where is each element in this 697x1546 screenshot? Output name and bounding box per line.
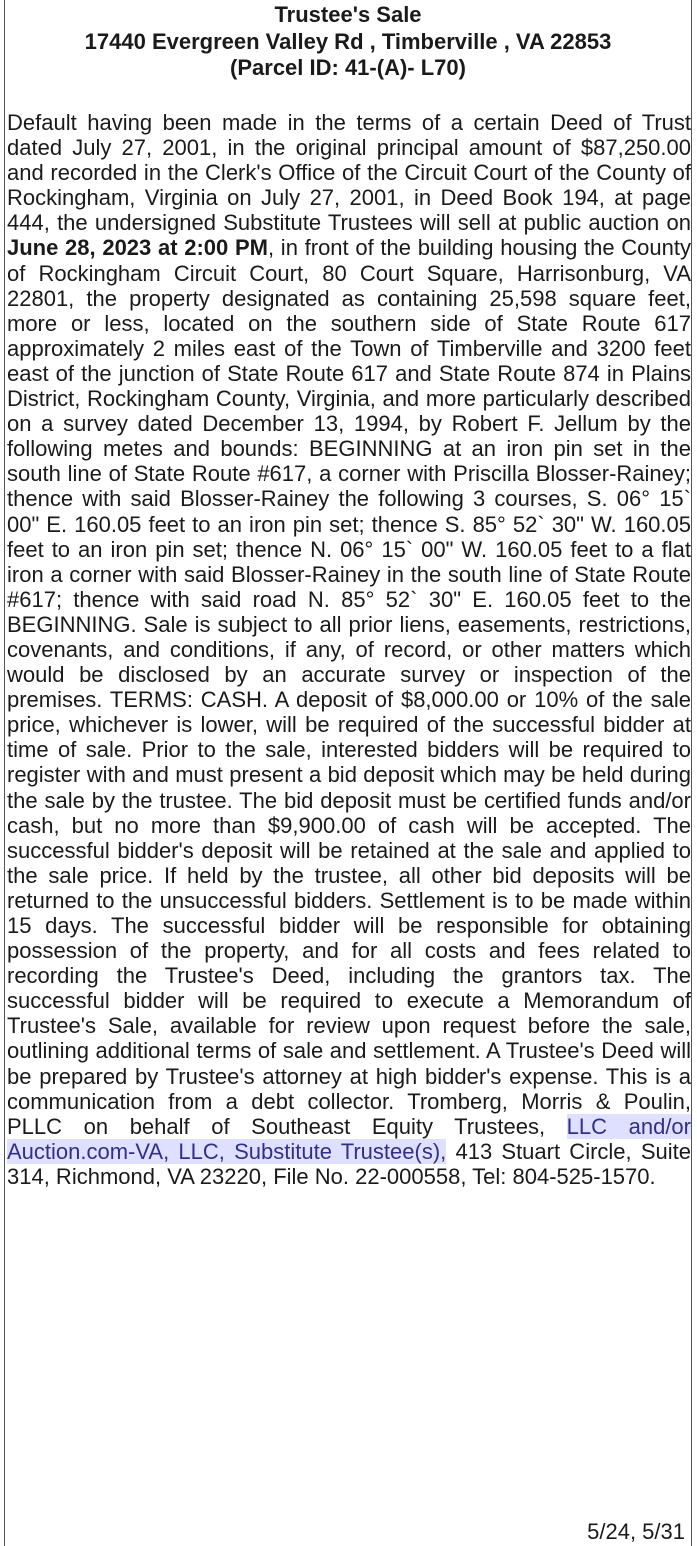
highlighted-text[interactable]: LLC and/or Auction.com-VA, LLC, Substitute Trustee(s), bbox=[7, 1113, 691, 1164]
body-text-part-2: , in front of the building housing the County of Rockingham Circuit Court, 80 Court Square, Harrisonburg, VA 22801, the property designated as containing 25,598 square feet, more or less, located on the southern side of State Route 617 approximately 2 miles east of the Town of Timberville and 3200 feet east of the junction of State Route 617 and State Route 874 in Plains District, Rockingham County, Virginia, and more particularly described on a survey dated December 13, 1994, by Robert F. Jellum by the following metes and bounds: BEGINNING at an iron pin set in the south line of State Route #617, a corner with Priscilla Blosser-Rainey; thence with said Blosser-Rainey the following 3 courses, S. 06° 15` 00" E. 160.05 feet to an iron pin set; thence S. 85° 52` 30" W. 160.05 feet to an iron pin set; thence N. 06° 15` 00" W. 160.05 feet to a flat iron a corner with said Blosser-Rainey in the south line of State Route #617; thence with said road N. 85° 52` 30" E. 160.05 feet to the BEGINNING. Sale is subject to all prior liens, easements, restrictions, covenants, and conditions, if any, of record, or other matters which would be disclosed by an accurate survey or inspection of the premises. TERMS: CASH. A deposit of $8,000.00 or 10% of the sale price, whichever is lower, will be required of the successful bidder at time of sale. Prior to the sale, interested bidders will be required to register with and must present a bid deposit which may be held during the sale by the trustee. The bid deposit must be certified funds and/or cash, but no more than $9,900.00 of cash will be accepted. The successful bidder's deposit will be retained at the sale and applied to the sale price. If held by the trustee, all other bid deposits will be returned to the unsuccessful bidders. Settlement is to be made within 15 days. The successful bidder will be responsible for obtaining possession of the property, and for all costs and fees related to recording the Trustee's Deed, including the grantors tax. The successful bidder will be required to execute a Memorandum of Trustee's Sale, available for review upon request before the sale, outlining additional terms of sale and settlement. A Trustee's Deed will be prepared by Trustee's attorney at high bidder's expense. This is a communication from a debt collector. Tromberg, Morris & Poulin, PLLC on behalf of Southeast Equity Trustees, bbox=[7, 235, 691, 1139]
body-text-part-3: 413 Stuart Circle, Suite 314, Richmond, VA 23220, File No. 22-000558, Tel: 804-525-1570. bbox=[7, 1138, 691, 1189]
notice-body bbox=[7, 110, 691, 1189]
body-text-part-1: Default having been made in the terms of a certain Deed of Trust dated July 27, 2001, in the original principal amount of $87,250.00 and recorded in the Clerk's Office of the Circuit Court of the County of Rockingham, Virginia on July 27, 2001, in Deed Book 194, at page 444, the undersigned Substitute Trustees will sell at public auction on bbox=[7, 110, 691, 236]
notice-title: Trustee's Sale bbox=[274, 2, 422, 27]
notice-header bbox=[5, 0, 691, 82]
run-dates: 5/24, 5/31 bbox=[587, 1519, 685, 1544]
legal-notice bbox=[4, 0, 692, 1546]
property-address: 17440 Evergreen Valley Rd , Timberville , VA 22853 bbox=[84, 28, 612, 54]
sale-date: June 28, 2023 at 2:00 PM bbox=[7, 235, 268, 261]
parcel-id: (Parcel ID: 41-(A)- L70) bbox=[230, 55, 466, 80]
